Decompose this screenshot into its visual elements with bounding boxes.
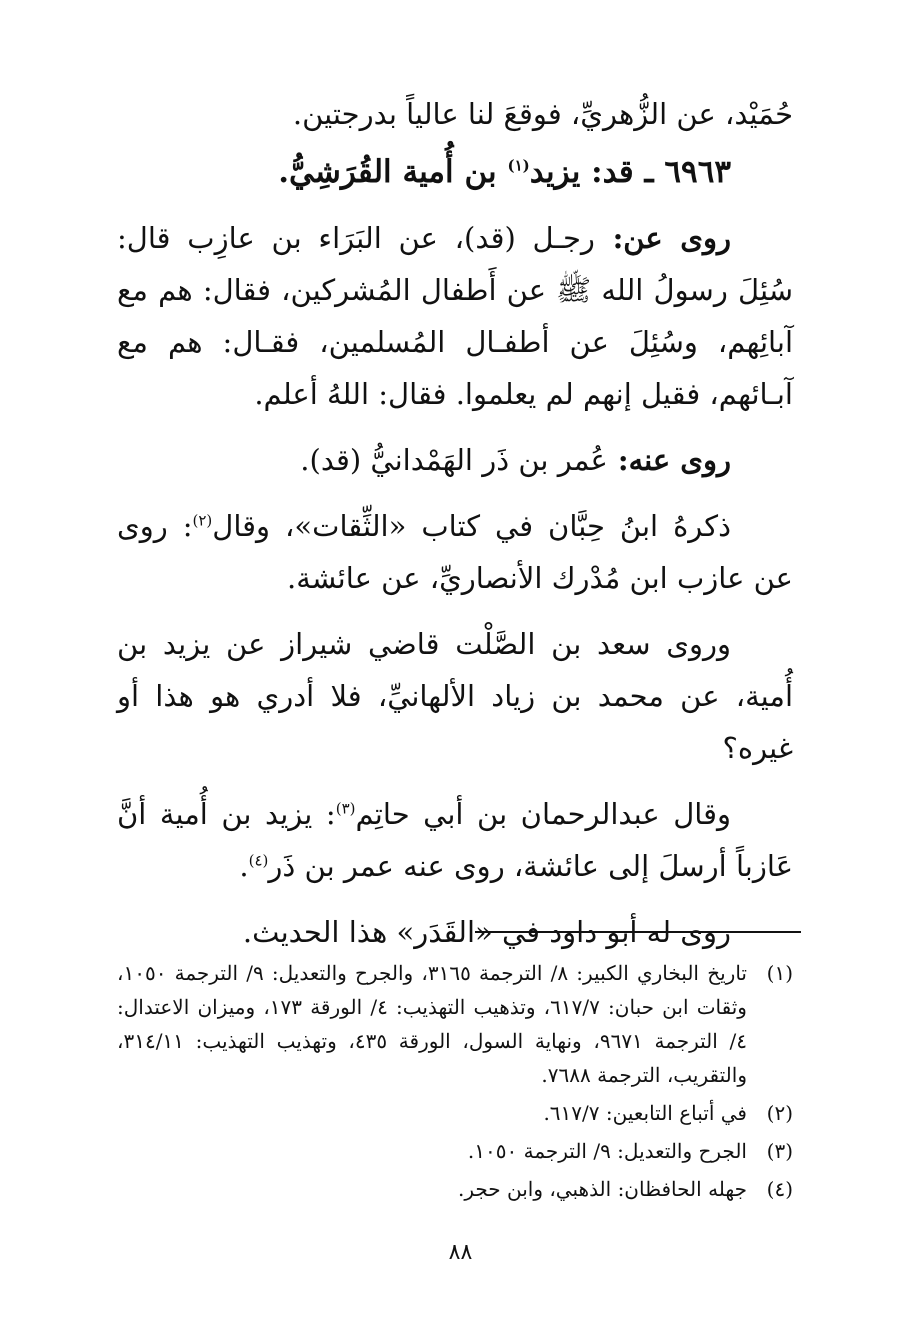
abdulrahman-text-c: . [239, 849, 249, 883]
footnote-ref-3: (٣) [335, 799, 356, 818]
entry-number: ٦٩٦٣ [664, 154, 731, 190]
entry-heading [117, 146, 793, 198]
footnote-2 [117, 1096, 793, 1130]
footnote-ref-2: (٢) [192, 511, 213, 530]
narrated-by-text: عُمر بن ذَر الهَمْدانيُّ (قد). [300, 443, 608, 477]
footnote-number: (٤) [766, 1177, 793, 1201]
ibn-hibban-text-b: : روى عن عازب ابن مُدْرك الأنصاريِّ، عن عائشة. [117, 509, 793, 595]
footnote-ref-1: (١) [507, 156, 530, 175]
ibn-hibban-paragraph [117, 500, 793, 604]
abdulrahman-paragraph [117, 788, 793, 892]
footnote-1 [117, 956, 793, 1092]
footnote-text: الجرح والتعديل: ٩/ الترجمة ١٠٥٠. [467, 1139, 747, 1163]
footnote-text: تاريخ البخاري الكبير: ٨/ الترجمة ٣١٦٥، والجرح والتعديل: ٩/ الترجمة ١٠٥٠، وثقات ابن حبان: ٦١٧/٧، وتذهيب التهذيب: ٤/ الورقة ١٧٣، وميزان الاعتدال: ٤/ الترجمة ٩٦٧١، ونهاية السول، الورقة ٤٣٥، وتهذيب التهذيب: ٣١٤/١١، والتقريب، الترجمة ٧٦٨٨. [117, 961, 747, 1087]
entry-code: قد: [580, 154, 634, 190]
saad-paragraph: وروى سعد بن الصَّلْت قاضي شيراز عن يزيد بن أُمية، عن محمد بن زياد الألهانيِّ، فلا أدري هو هذا أو غيره؟ [117, 627, 793, 765]
footnote-4 [117, 1172, 793, 1206]
footnote-3 [117, 1134, 793, 1168]
footnote-text: في أتباع التابعين: ٦١٧/٧. [543, 1101, 747, 1125]
abdulrahman-text-b: : يزيد بن أُمية أنَّ عَازباً أرسلَ إلى عائشة، روى عنه عمر بن ذَر [117, 797, 793, 883]
footnote-number: (١) [766, 961, 793, 985]
narrated-by-label: روى عنه: [607, 443, 731, 477]
footnote-text: جهله الحافظان: الذهبي، وابن حجر. [457, 1177, 747, 1201]
footnote-separator [475, 931, 801, 933]
page-number: ٨٨ [448, 1240, 473, 1265]
footnote-number: (٣) [766, 1139, 793, 1163]
footnotes [117, 956, 793, 1210]
entry-name: يزيد [529, 154, 581, 190]
footnote-number: (٢) [766, 1101, 793, 1125]
narrated-from-paragraph [117, 212, 793, 420]
abu-dawud-paragraph: روى له أبو داود في «القَدَر» هذا الحديث. [242, 915, 731, 949]
narrated-by-paragraph [117, 434, 793, 486]
main-text [117, 88, 793, 958]
footnote-ref-4: (٤) [248, 851, 269, 870]
entry-name-rest: بن أُمية القُرَشِيُّ. [278, 154, 508, 190]
entry-dash: ـ [633, 154, 665, 190]
ibn-hibban-text-a: ذكرهُ ابنُ حِبَّان في كتاب «الثِّقات»، وقال [212, 509, 731, 543]
narrated-from-label: روى عن: [594, 221, 732, 255]
intro-line: حُمَيْد، عن الزُّهريِّ، فوقعَ لنا عالياً بدرجتين. [292, 97, 793, 131]
narrated-from-text: رجـل (قد)، عن البَرَاء بن عازِب قال: سُئِلَ رسولُ الله ﷺ عن أَطفال المُشركين، فقال: هم مع آبائِهم، وسُئِلَ عن أطفـال المُسلمين، فقـال: هم مع آبـائهم، فقيل إنهم لم يعلموا. فقال: اللهُ أعلم. [117, 221, 793, 411]
abdulrahman-text-a: وقال عبدالرحمان بن أبي حاتِم [355, 797, 731, 831]
